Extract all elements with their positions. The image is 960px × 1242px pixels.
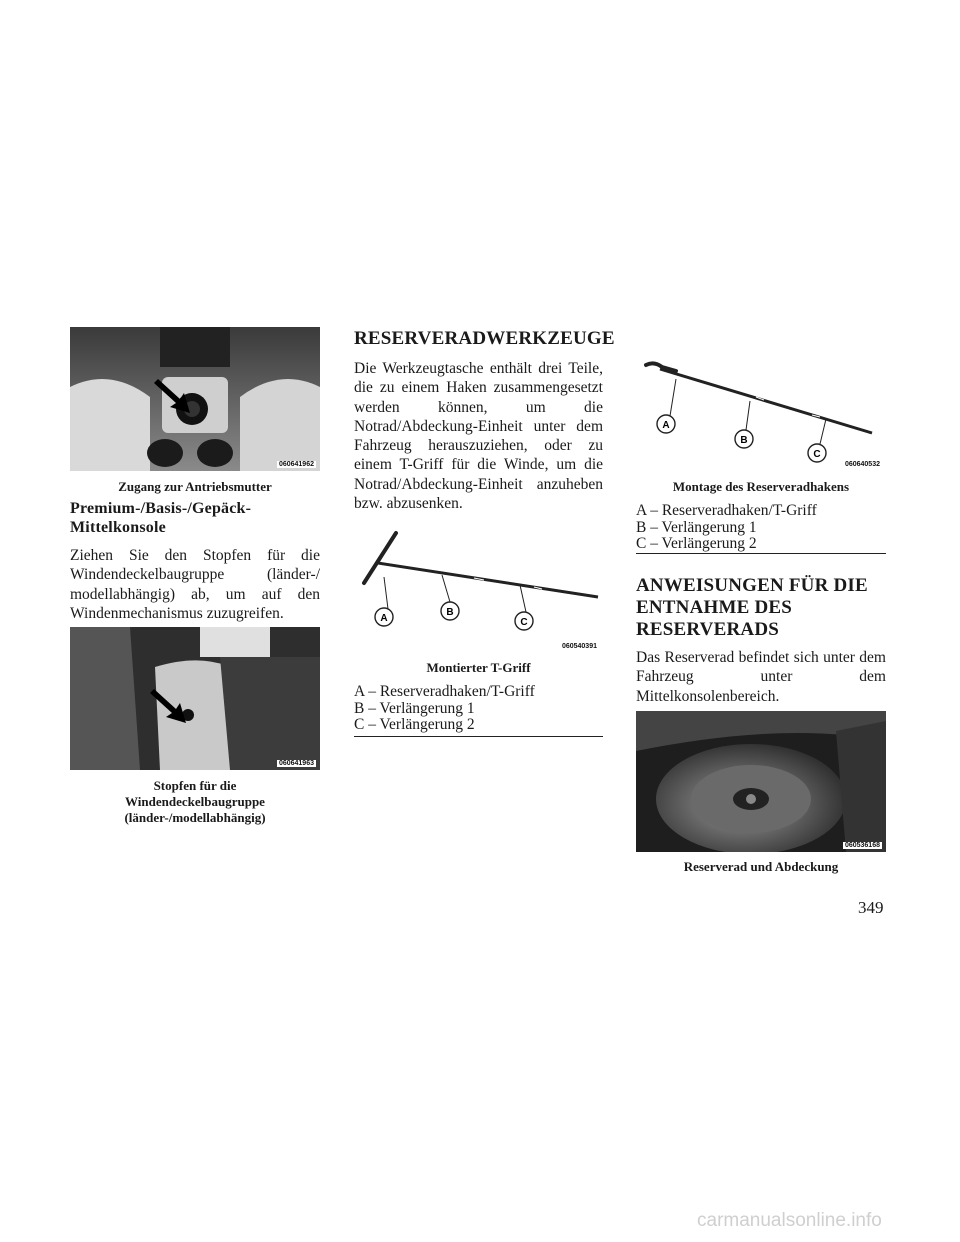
heading-line: RESERVERADS (636, 619, 780, 640)
figure-caption: Zugang zur Antriebsmutter (118, 479, 272, 494)
body-paragraph: Ziehen Sie den Stopfen für die Windendeckelbaugruppe (länder-/ modellabhängig) ab, um auf den Windenmechanismus zuzugreifen. (70, 547, 320, 622)
t-handle-figure (354, 525, 603, 653)
parts-legend (354, 684, 603, 734)
subsection-heading: Premium-/Basis-/Gepäck-Mittelkonsole (70, 500, 252, 536)
section-heading: RESERVERADWERKZEUGE (354, 328, 615, 349)
label-c: C (813, 449, 821, 460)
caption-line: (länder-/modellabhängig) (124, 810, 266, 825)
winch-cover-plug-photo (70, 627, 320, 770)
figure-code: 060640532 (844, 461, 880, 468)
section-heading (636, 575, 886, 641)
figure-code: 060641963 (278, 760, 314, 767)
label-b: B (740, 435, 748, 446)
figure-caption: Montierter T-Griff (426, 660, 531, 675)
legend-item: C – Verlängerung 2 (354, 716, 475, 733)
hook-illustration (636, 355, 886, 471)
seat-illustration (70, 627, 320, 770)
heading-line: ENTNAHME DES (636, 597, 793, 618)
heading-line: ANWEISUNGEN FÜR DIE (636, 575, 868, 596)
spare-wheel-photo (636, 711, 886, 852)
console-illustration (70, 327, 320, 471)
figure-caption: Montage des Reserveradhakens (672, 479, 850, 494)
legend-item: A – Reserveradhaken/T-Griff (354, 683, 535, 700)
divider (354, 736, 603, 737)
legend-item: B – Verlängerung 1 (354, 699, 475, 717)
label-a: A (662, 420, 670, 431)
watermark: carmanualsonline.info (697, 1210, 882, 1231)
figure-code: 060540391 (561, 643, 597, 650)
figure-code: 060536168 (844, 842, 880, 849)
legend-item: A – Reserveradhaken/T-Griff (636, 502, 817, 519)
parts-legend (636, 503, 886, 553)
t-handle-illustration (354, 525, 603, 653)
figure-code: 060641962 (278, 461, 314, 468)
legend-item: C – Verlängerung 2 (636, 535, 757, 552)
caption-line: Stopfen für die (153, 778, 237, 793)
figure-caption (70, 778, 320, 826)
drive-nut-access-photo (70, 327, 320, 471)
label-c: C (520, 617, 528, 628)
body-paragraph: Die Werkzeugtasche enthält drei Teile, die zu einem Haken zusammengesetzt werden können, um die Notrad/Abdeckung-Einheit unter dem Fahrzeug herauszuziehen, oder zu einem T-Griff für die Winde, um die Notrad/Abdeckung-Einheit anzuheben bzw. abzusenken. (354, 360, 603, 513)
hook-assembly-figure (636, 355, 886, 471)
caption-line: Windendeckelbaugruppe (125, 794, 265, 809)
legend-item: B – Verlängerung 1 (636, 518, 757, 536)
label-b: B (446, 607, 454, 618)
spare-wheel-illustration (636, 711, 886, 852)
label-a: A (380, 613, 388, 624)
body-paragraph: Das Reserverad befindet sich unter dem Fahrzeug unter dem Mittelkonsolenbereich. (636, 649, 886, 705)
figure-caption: Reserverad und Abdeckung (683, 859, 839, 874)
page-number: 349 (858, 898, 884, 917)
divider (636, 553, 886, 554)
